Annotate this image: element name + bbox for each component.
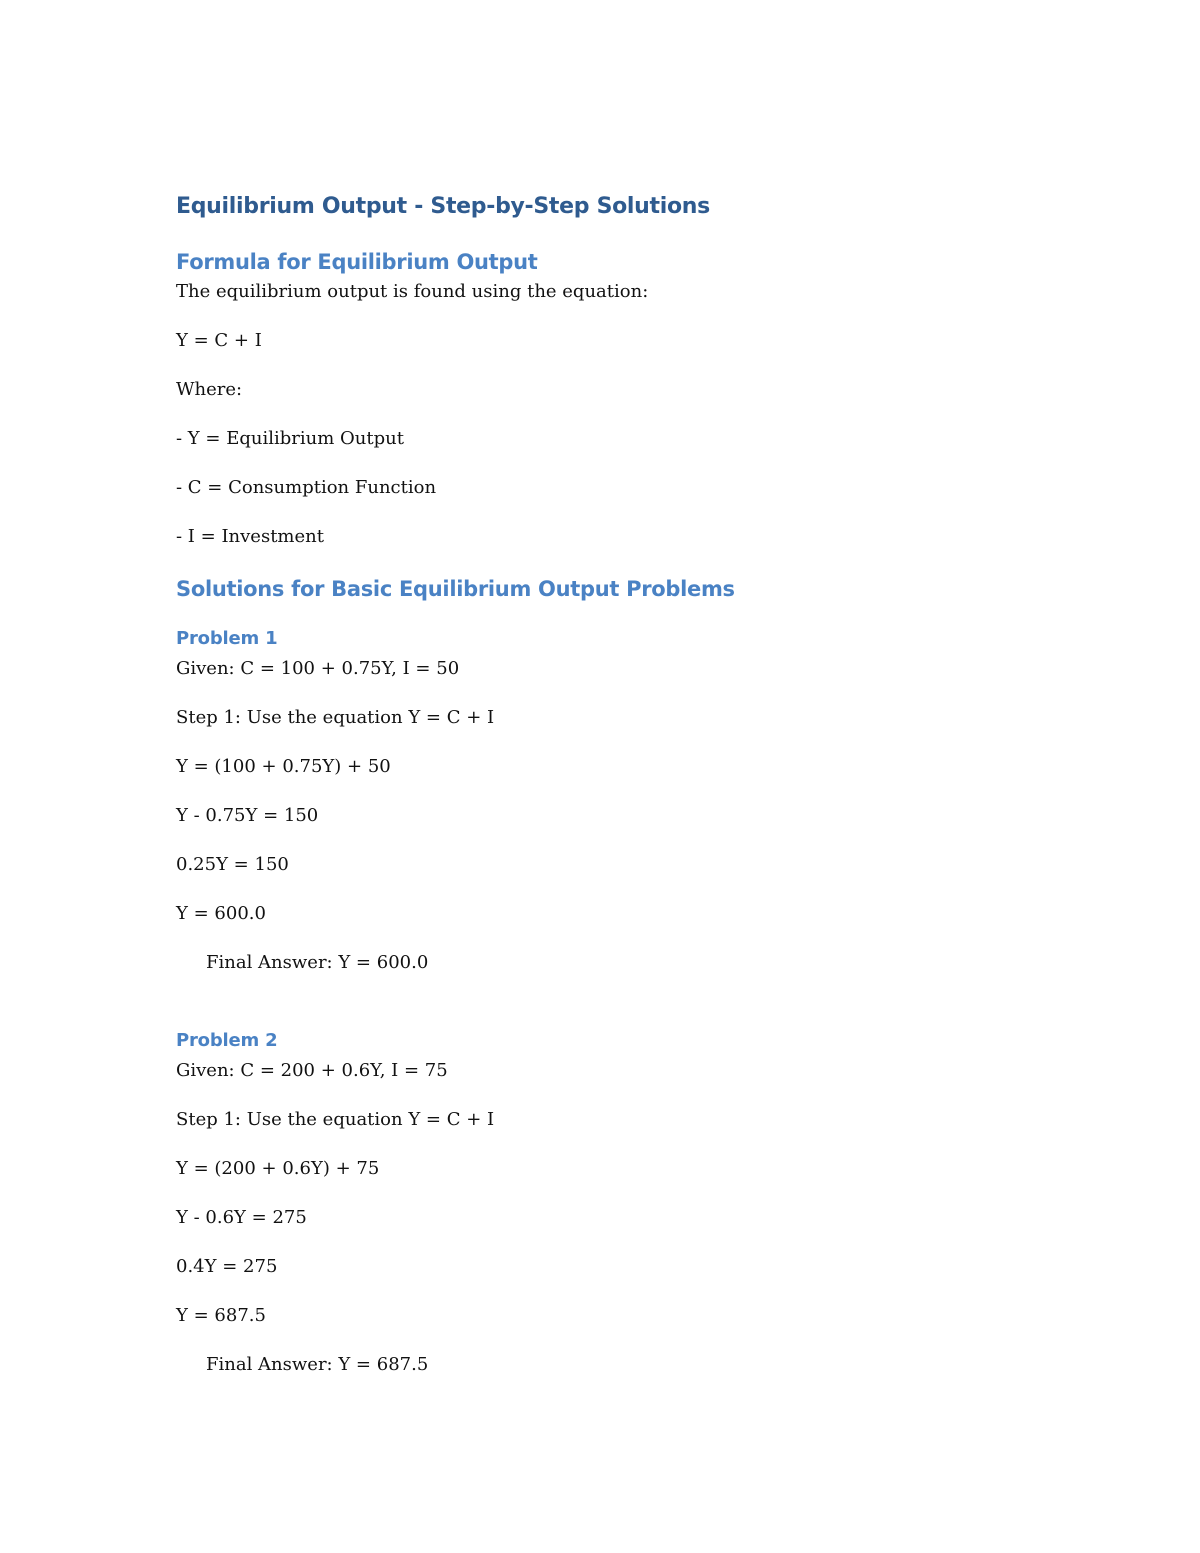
problem-heading: Problem 2: [176, 1030, 278, 1051]
document-page: [176, 188, 1076, 1378]
formula-equation: Y = C + I: [176, 330, 262, 351]
definition-item: - C = Consumption Function: [176, 477, 437, 498]
problem-given: Given: C = 200 + 0.6Y, I = 75: [176, 1060, 448, 1081]
problem-step: 0.4Y = 275: [176, 1256, 278, 1277]
document-title: Equilibrium Output - Step-by-Step Solutions: [176, 194, 710, 219]
problem-step: Y = (100 + 0.75Y) + 50: [176, 756, 391, 777]
problem-given: Given: C = 100 + 0.75Y, I = 50: [176, 658, 460, 679]
formula-heading: Formula for Equilibrium Output: [176, 250, 538, 274]
problem-step: Y = (200 + 0.6Y) + 75: [176, 1158, 380, 1179]
problem-step: Step 1: Use the equation Y = C + I: [176, 707, 495, 728]
problem-step: Step 1: Use the equation Y = C + I: [176, 1109, 495, 1130]
problem-step: Y = 600.0: [176, 903, 266, 924]
problem-step: 0.25Y = 150: [176, 854, 289, 875]
problem-step: Y = 687.5: [176, 1305, 266, 1326]
formula-intro: The equilibrium output is found using the equation:: [176, 281, 649, 302]
final-answer: Final Answer: Y = 600.0: [206, 952, 429, 973]
problem-heading: Problem 1: [176, 628, 278, 649]
final-answer: Final Answer: Y = 687.5: [206, 1354, 429, 1375]
problem-step: Y - 0.6Y = 275: [176, 1207, 307, 1228]
definition-item: - Y = Equilibrium Output: [176, 428, 404, 449]
problem-step: Y - 0.75Y = 150: [176, 805, 319, 826]
definition-item: - I = Investment: [176, 526, 324, 547]
where-label: Where:: [176, 379, 243, 400]
solutions-heading: Solutions for Basic Equilibrium Output Problems: [176, 577, 735, 601]
